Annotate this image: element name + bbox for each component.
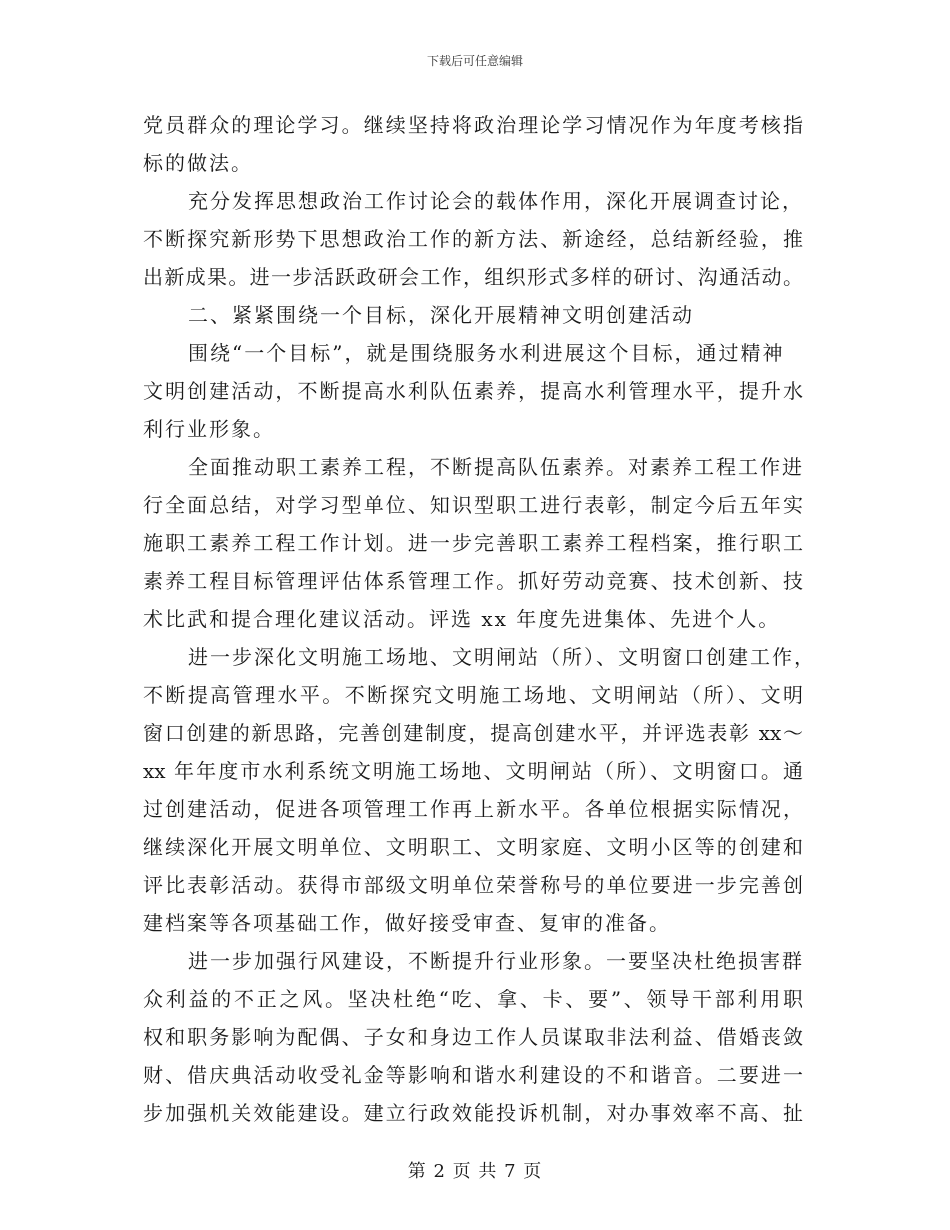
text-line: 行全面总结，对学习型单位、知识型职工进行表彰，制定今后五年实 (143, 493, 803, 517)
text-line: 二、紧紧围绕一个目标，深化开展精神文明创建活动 (188, 303, 694, 327)
text-line: 全面推动职工素养工程，不断提高队伍素养。对素养工程工作进 (188, 455, 804, 479)
page-footer: 第 2 页 共 7 页 (407, 1161, 543, 1182)
text-line: 施职工素养工程工作计划。进一步完善职工素养工程档案，推行职工 (143, 531, 803, 555)
text-line: 不断提高管理水平。不断探究文明施工场地、文明闸站（所）、文明 (143, 683, 803, 707)
text-line: 建档案等各项基础工作，做好接受审查、复审的准备。 (143, 911, 671, 935)
text-line: 进一步深化文明施工场地、文明闸站（所）、文明窗口创建工作， (188, 645, 816, 669)
paragraph (143, 334, 803, 448)
text-line: 利行业形象。 (143, 417, 275, 441)
paragraph (143, 942, 803, 1132)
text-line: 财、借庆典活动收受礼金等影响和谐水利建设的不和谐音。二要进一 (143, 1063, 803, 1087)
text-line: 步加强机关效能建设。建立行政效能投诉机制，对办事效率不高、扯 (143, 1101, 803, 1125)
text-line: xx 年年度市水利系统文明施工场地、文明闸站（所）、文明窗口。通 (143, 759, 803, 783)
text-line: 文明创建活动，不断提高水利队伍素养，提高水利管理水平，提升水 (143, 379, 803, 403)
section-heading (143, 296, 803, 334)
text-line: 窗口创建的新思路，完善创建制度，提高创建水平，并评选表彰 xx～ (143, 721, 803, 745)
text-line: 进一步加强行风建设，不断提升行业形象。一要坚决杜绝损害群 (188, 949, 804, 973)
text-line: 术比武和提合理化建议活动。评选 xx 年度先进集体、先进个人。 (143, 607, 781, 631)
paragraph (143, 182, 803, 296)
text-line: 围绕“一个目标”，就是围绕服务水利进展这个目标，通过精神 (188, 341, 785, 365)
text-line: 权和职务影响为配偶、子女和身边工作人员谋取非法利益、借婚丧敛 (143, 1025, 803, 1049)
page-header: 下载后可任意编辑 (426, 54, 523, 68)
text-line: 出新成果。进一步活跃政研会工作，组织形式多样的研讨、沟通活动。 (143, 265, 803, 289)
paragraph (143, 638, 816, 942)
text-line: 过创建活动，促进各项管理工作再上新水平。各单位根据实际情况， (143, 797, 803, 821)
document-body (143, 106, 816, 1132)
text-line: 标的做法。 (143, 151, 253, 175)
text-line: 不断探究新形势下思想政治工作的新方法、新途经，总结新经验，推 (143, 227, 803, 251)
text-line: 素养工程目标管理评估体系管理工作。抓好劳动竞赛、技术创新、技 (143, 569, 803, 593)
paragraph (143, 448, 803, 638)
text-line: 继续深化开展文明单位、文明职工、文明家庭、文明小区等的创建和 (143, 835, 803, 859)
text-line: 评比表彰活动。获得市部级文明单位荣誉称号的单位要进一步完善创 (143, 873, 803, 897)
text-line: 众利益的不正之风。坚决杜绝“吃、拿、卡、要”、领导干部利用职 (143, 987, 803, 1011)
text-line: 党员群众的理论学习。继续坚持将政治理论学习情况作为年度考核指 (143, 113, 803, 137)
text-line: 充分发挥思想政治工作讨论会的载体作用，深化开展调查讨论， (188, 189, 804, 213)
paragraph (143, 106, 803, 182)
